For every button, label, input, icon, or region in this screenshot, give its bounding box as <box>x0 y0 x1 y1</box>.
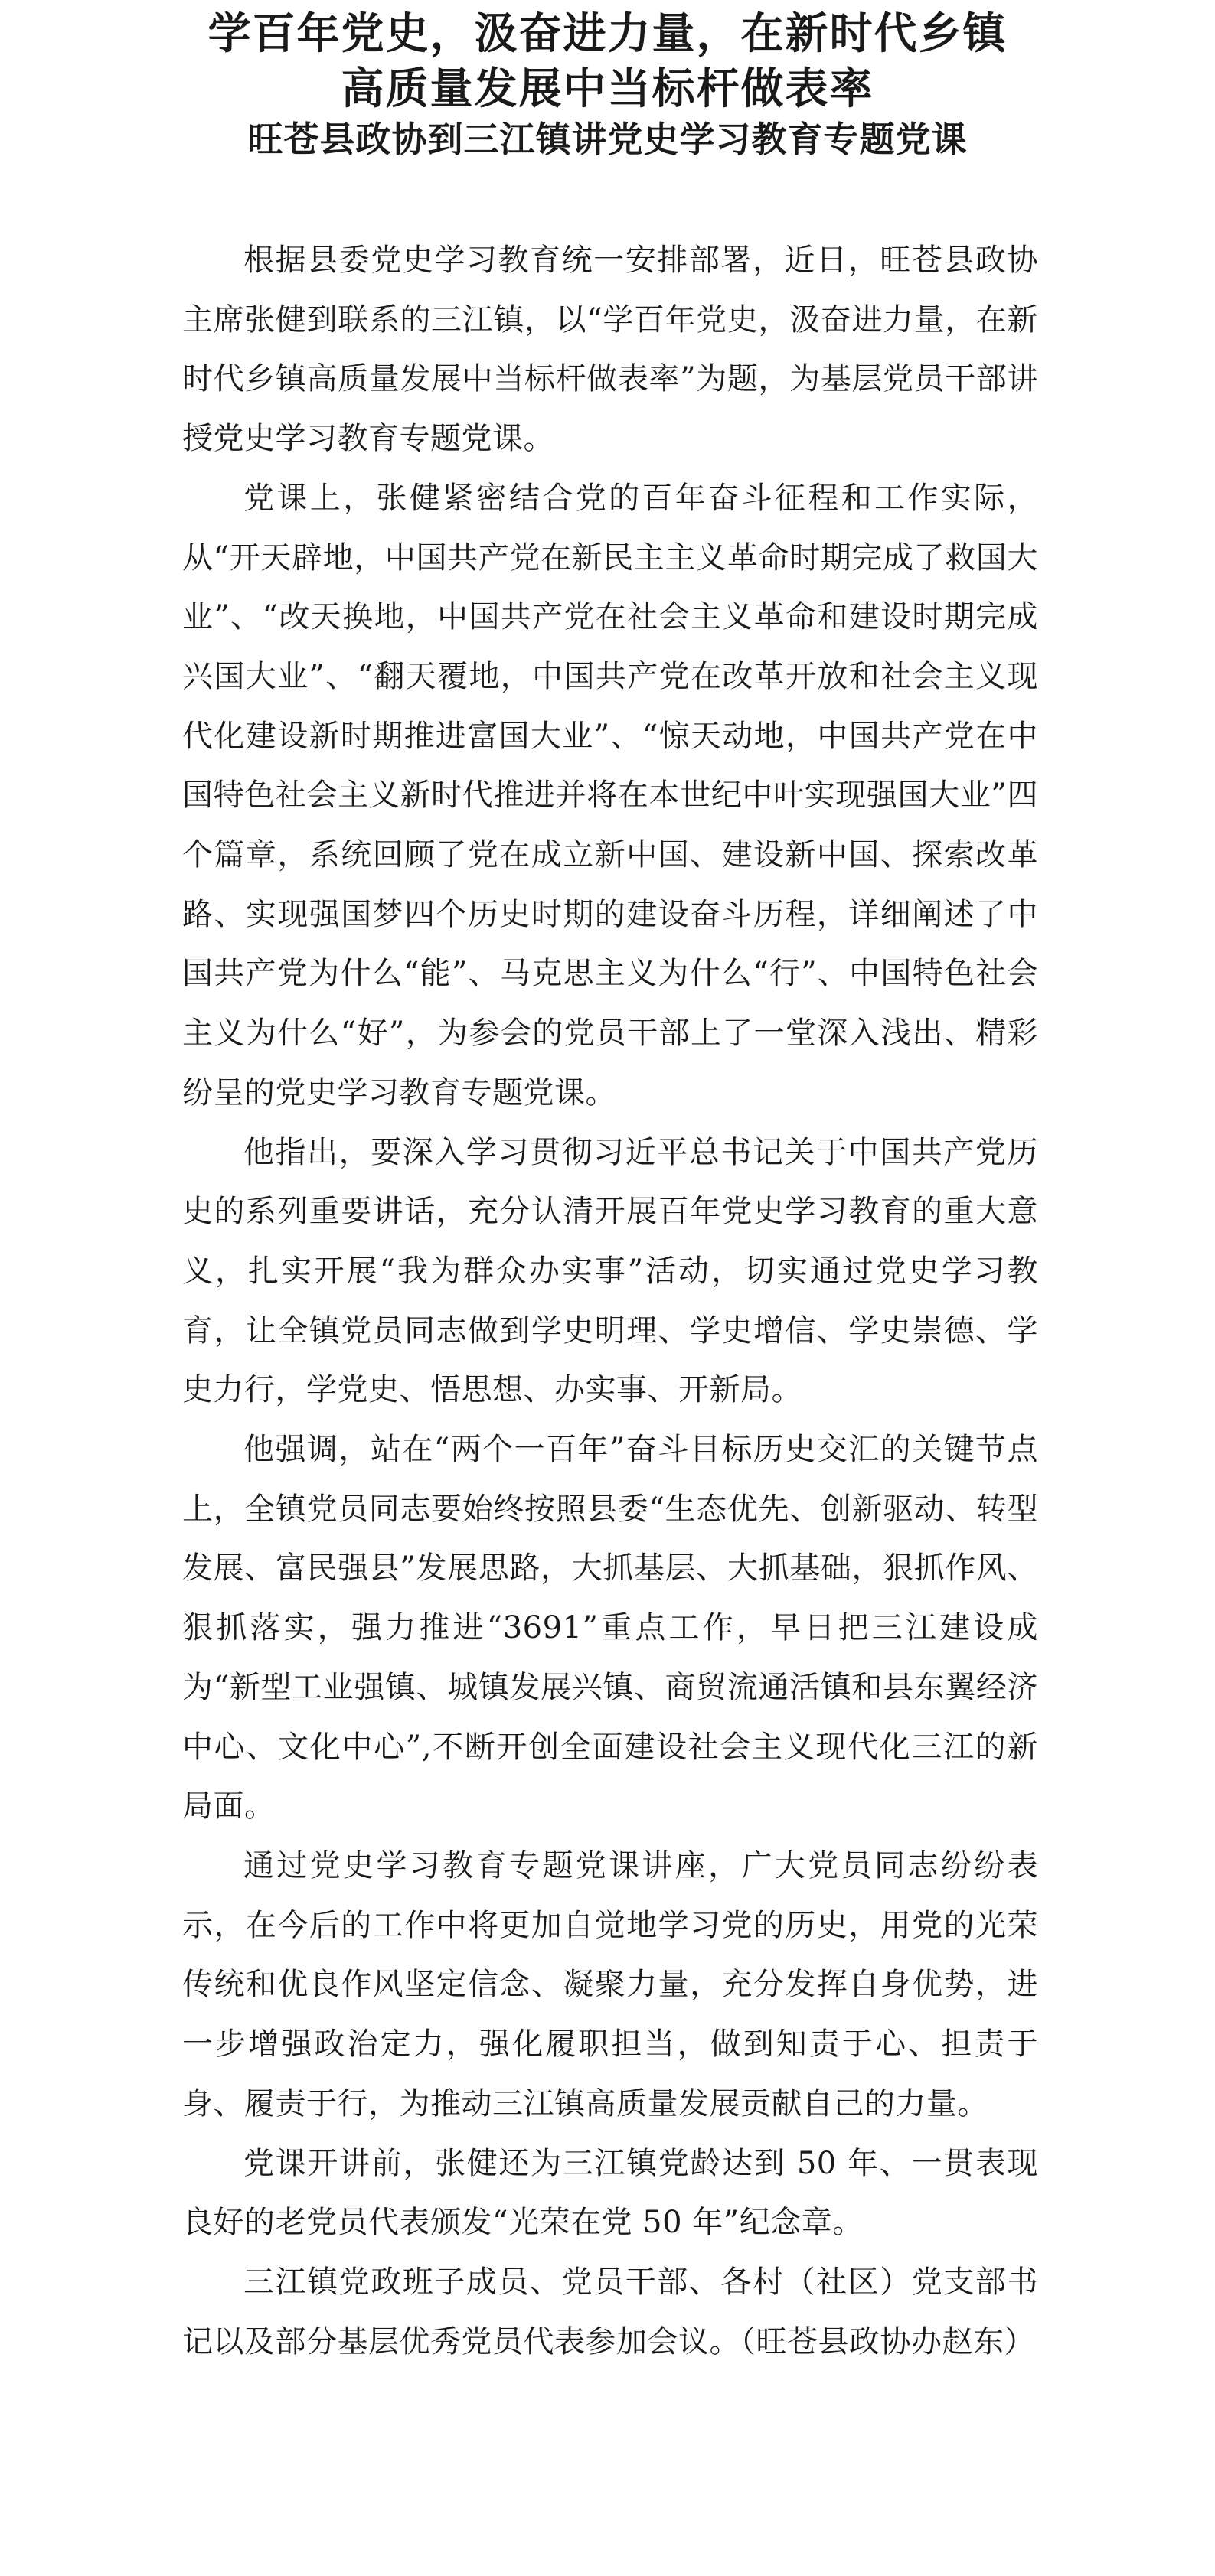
article-body <box>182 231 1038 2372</box>
paragraph-2: 党课上，张健紧密结合党的百年奋斗征程和工作实际，从“开天辟地，中国共产党在新民主主义革命时期完成了救国大业”、“改天换地，中国共产党在社会主义革命和建设时期完成兴国大业”、“翻天覆地，中国共产党在改革开放和社会主义现代化建设新时期推进富国大业”、“惊天动地，中国共产党在中国特色社会主义新时代推进并将在本世纪中叶实现强国大业”四个篇章，系统回顾了党在成立新中国、建设新中国、探索改革路、实现强国梦四个历史时期的建设奋斗历程，详细阐述了中国共产党为什么“能”、马克思主义为什么“行”、中国特色社会主义为什么“好”，为参会的党员干部上了一堂深入浅出、精彩纷呈的党史学习教育专题党课。 <box>182 480 1038 1110</box>
title-block <box>0 6 1215 162</box>
paragraph-7: 三江镇党政班子成员、党员干部、各村（社区）党支部书记以及部分基层优秀党员代表参加会议。（旺苍县政协办赵东） <box>182 2264 1038 2359</box>
article-subtitle: 旺苍县政协到三江镇讲党史学习教育专题党课 <box>247 119 968 160</box>
article-title-line-1: 学百年党史，汲奋进力量，在新时代乡镇 <box>207 8 1008 59</box>
paragraph-5: 通过党史学习教育专题党课讲座，广大党员同志纷纷表示，在今后的工作中将更加自觉地学习党的历史，用党的光荣传统和优良作风坚定信念、凝聚力量，充分发挥自身优势，进一步增强政治定力，强化履职担当，做到知责于心、担责于身、履责于行，为推动三江镇高质量发展贡献自己的力量。 <box>182 1847 1038 2121</box>
paragraph-1: 根据县委党史学习教育统一安排部署，近日，旺苍县政协主席张健到联系的三江镇，以“学百年党史，汲奋进力量，在新时代乡镇高质量发展中当标杆做表率”为题，为基层党员干部讲授党史学习教育专题党课。 <box>182 243 1038 457</box>
paragraph-3: 他指出，要深入学习贯彻习近平总书记关于中国共产党历史的系列重要讲话，充分认清开展百年党史学习教育的重大意义，扎实开展“我为群众办实事”活动，切实通过党史学习教育，让全镇党员同志做到学史明理、学史增信、学史崇德、学史力行，学党史、悟思想、办实事、开新局。 <box>182 1134 1038 1408</box>
paragraph-4: 他强调，站在“两个一百年”奋斗目标历史交汇的关键节点上，全镇党员同志要始终按照县委“生态优先、创新驱动、转型发展、富民强县”发展思路，大抓基层、大抓基础，狠抓作风、狠抓落实，强力推进“3691”重点工作，早日把三江建设成为“新型工业强镇、城镇发展兴镇、商贸流通活镇和县东翼经济中心、文化中心”,不断开创全面建设社会主义现代化三江的新局面。 <box>182 1432 1038 1824</box>
article-title-line-2: 高质量发展中当标杆做表率 <box>341 64 874 114</box>
paragraph-6: 党课开讲前，张健还为三江镇党龄达到 50 年、一贯表现良好的老党员代表颁发“光荣在党 50 年”纪念章。 <box>182 2145 1038 2241</box>
